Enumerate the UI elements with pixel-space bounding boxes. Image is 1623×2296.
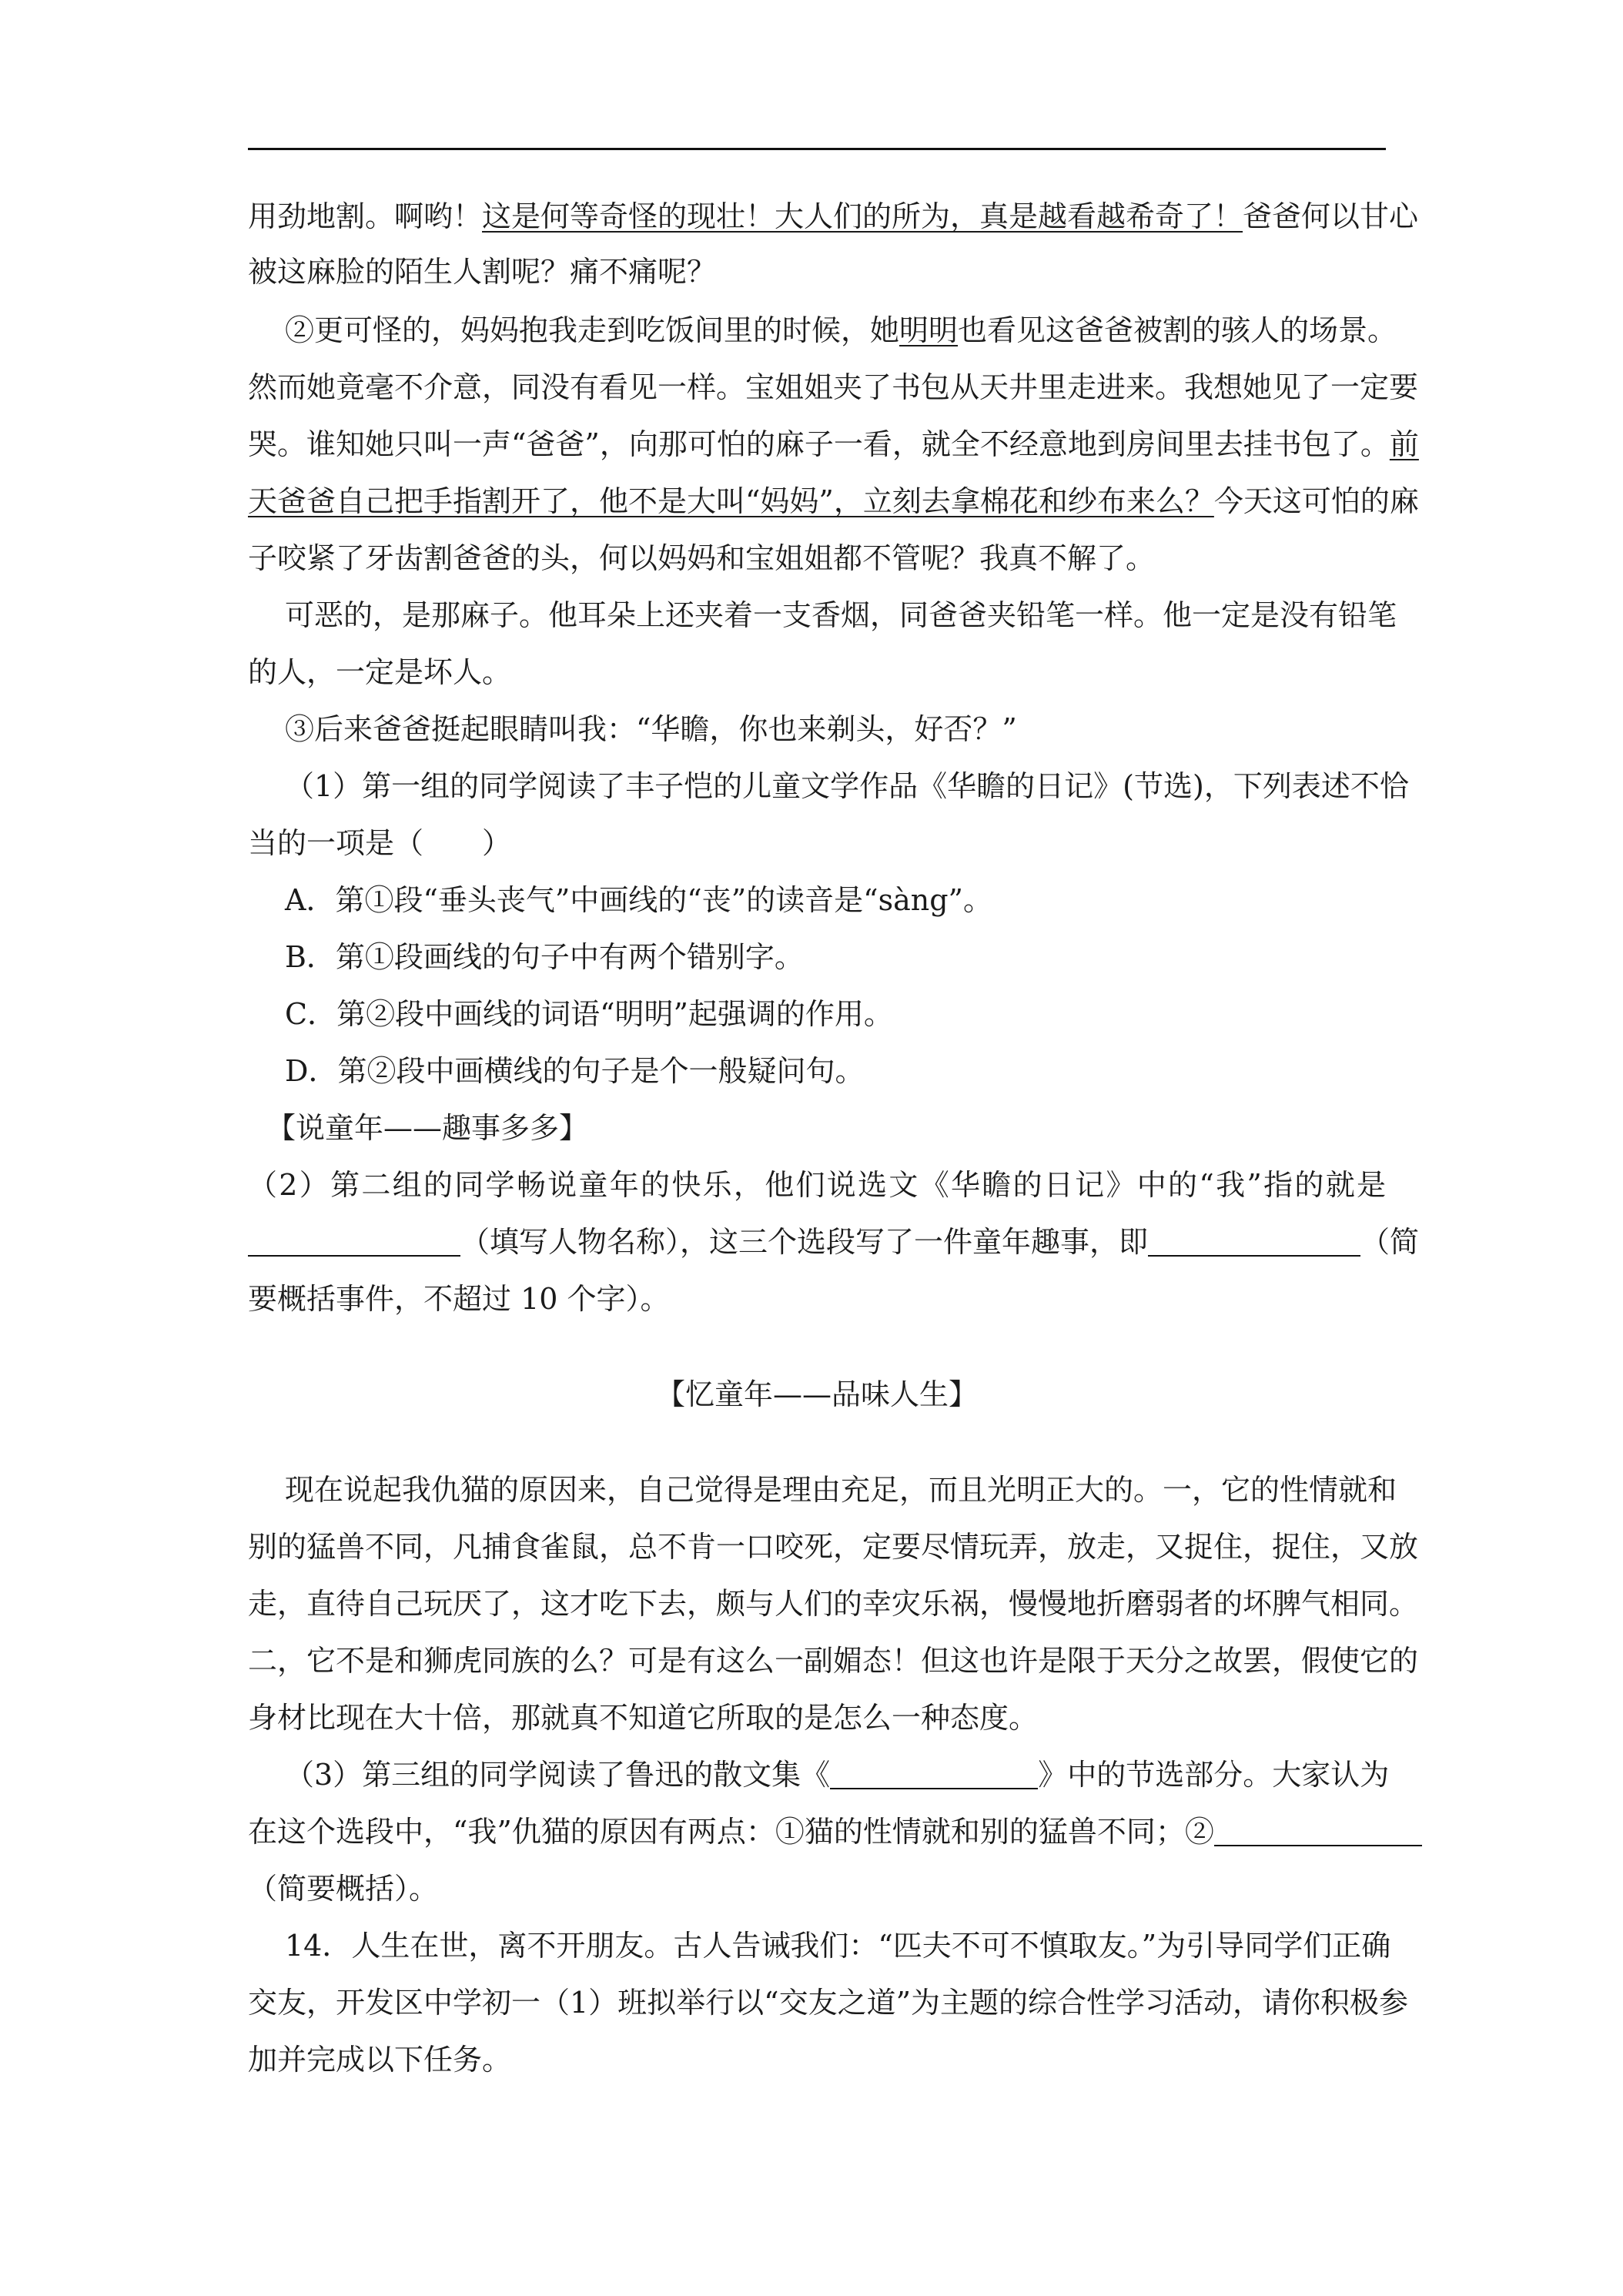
text: 在这个选段中，“我”仇猫的原因有两点：①猫的性情就和别的猛兽不同；② xyxy=(248,1815,1214,1849)
q1-option-b: B．第①段画线的句子中有两个错别字。 xyxy=(285,940,804,974)
q14-line1: 14．人生在世，离不开朋友。古人告诫我们：“匹夫不可不慎取友。”为引导同学们正确 xyxy=(285,1929,1391,1963)
text: 今天这可怕的麻 xyxy=(1213,484,1419,518)
answer-blank[interactable] xyxy=(830,1760,1038,1789)
passage1-line5 xyxy=(248,425,1419,464)
q1-stem-line1: （1）第一组的同学阅读了丰子恺的儿童文学作品《华瞻的日记》(节选)，下列表述不恰 xyxy=(285,769,1409,803)
header-rule xyxy=(248,148,1386,150)
q1-stem-line2: 当的一项是（ ） xyxy=(248,826,512,860)
passage1-line3 xyxy=(285,311,1397,350)
passage1-line10: ③后来爸爸挺起眼睛叫我：“华瞻，你也来剃头，好否？” xyxy=(285,712,1017,746)
text: （简 xyxy=(1360,1225,1420,1259)
answer-blank[interactable] xyxy=(248,1227,460,1257)
section-title-3: 【忆童年——品味人生】 xyxy=(655,1377,978,1411)
passage2-line4: 二，它不是和狮虎同族的么？可是有这么一副媚态！但这也许是限于天分之故罢，假使它的 xyxy=(248,1644,1419,1678)
q2-line3: 要概括事件，不超过 10 个字）。 xyxy=(248,1282,670,1316)
underlined-sentence: 前 xyxy=(1389,427,1419,461)
underlined-sentence: 这是何等奇怪的现壮！大人们的所为，真是越看越希奇了！ xyxy=(482,199,1243,233)
passage1-line2: 被这麻脸的陌生人割呢？痛不痛呢？ xyxy=(248,255,717,289)
answer-blank[interactable] xyxy=(1148,1227,1360,1257)
text: 》中的节选部分。大家认为 xyxy=(1038,1758,1390,1792)
q1-option-d: D．第②段中画横线的句子是个一般疑问句。 xyxy=(285,1054,865,1088)
q1-option-c: C．第②段中画线的词语“明明”起强调的作用。 xyxy=(285,997,893,1031)
text: （3）第三组的同学阅读了鲁迅的散文集《 xyxy=(285,1758,831,1792)
text: 用劲地割。啊哟！ xyxy=(248,199,483,233)
q1-option-a: A．第①段“垂头丧气”中画线的“丧”的读音是“sàng”。 xyxy=(285,883,992,917)
passage2-line5: 身材比现在大十倍，那就真不知道它所取的是怎么一种态度。 xyxy=(248,1701,1039,1735)
passage1-line1 xyxy=(248,197,1419,236)
text: ②更可怪的，妈妈抱我走到吃饭间里的时候，她 xyxy=(285,313,900,347)
underlined-sentence: 天爸爸自己把手指割开了，他不是大叫“妈妈”，立刻去拿棉花和纱布来么？ xyxy=(248,484,1214,518)
q3-line1 xyxy=(285,1755,1390,1794)
passage1-line7: 子咬紧了牙齿割爸爸的头，何以妈妈和宝姐姐都不管呢？我真不解了。 xyxy=(248,541,1156,575)
passage2-line3: 走，直待自己玩厌了，这才吃下去，颇与人们的幸灾乐祸，慢慢地折磨弱者的坏脾气相同。 xyxy=(248,1587,1419,1621)
text: 也看见这爸爸被割的骇人的场景。 xyxy=(958,313,1397,347)
q3-line3: （简要概括）。 xyxy=(248,1872,439,1906)
text: （填写人物名称），这三个选段写了一件童年趣事，即 xyxy=(460,1225,1149,1259)
passage2-line1: 现在说起我仇猫的原因来，自己觉得是理由充足，而且光明正大的。一，它的性情就和 xyxy=(285,1473,1397,1507)
q14-line3: 加并完成以下任务。 xyxy=(248,2043,512,2077)
q3-line2 xyxy=(248,1812,1386,1851)
passage1-line9: 的人，一定是坏人。 xyxy=(248,655,512,689)
underlined-word: 明明 xyxy=(899,313,959,347)
q2-line2 xyxy=(248,1223,1420,1261)
passage2-line2: 别的猛兽不同，凡捕食雀鼠，总不肯一口咬死，定要尽情玩弄，放走，又捉住，捉住，又放 xyxy=(248,1530,1419,1564)
text: 哭。谁知她只叫一声“爸爸”，向那可怕的麻子一看，就全不经意地到房间里去挂书包了。 xyxy=(248,427,1390,461)
passage1-line6 xyxy=(248,482,1419,520)
q14-line2: 交友，开发区中学初一（1）班拟举行以“交友之道”为主题的综合性学习活动，请你积极参 xyxy=(248,1986,1409,2020)
q2-line1: （2）第二组的同学畅说童年的快乐，他们说选文《华瞻的日记》中的“我”指的就是 xyxy=(248,1168,1386,1202)
passage1-line4: 然而她竟毫不介意，同没有看见一样。宝姐姐夹了书包从天井里走进来。我想她见了一定要 xyxy=(248,370,1419,404)
text: 爸爸何以甘心 xyxy=(1243,199,1419,233)
section-title-2: 【说童年——趣事多多】 xyxy=(266,1111,589,1145)
passage1-line8: 可恶的，是那麻子。他耳朵上还夹着一支香烟，同爸爸夹铅笔一样。他一定是没有铅笔 xyxy=(285,598,1397,632)
answer-blank[interactable] xyxy=(1214,1817,1422,1846)
